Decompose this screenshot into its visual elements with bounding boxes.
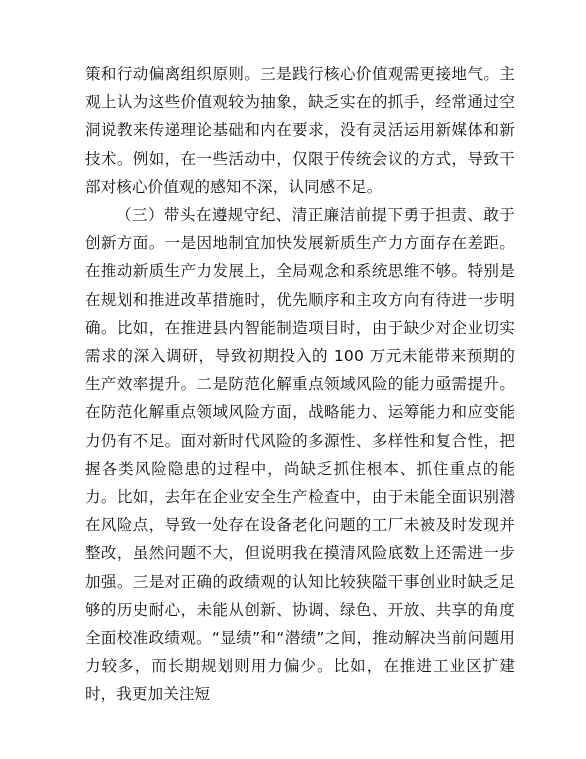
document-body	[85, 60, 515, 709]
paragraph-core-values: 策和行动偏离组织原则。三是践行核心价值观需更接地气。主观上认为这些价值观较为抽象，缺乏实在的抓手，经常通过空洞说教来传递理论基础和内在要求，没有灵活运用新媒体和新技术。例如，在一些活动中，仅限于传统会议的方式，导致干部对核心价值观的感知不深，认同感不足。	[85, 65, 515, 196]
paragraph-section-three: （三）带头在遵规守纪、清正廉洁前提下勇于担责、敢于创新方面。一是因地制宜加快发展新质生产力方面存在差距。在推动新质生产力发展上，全局观念和系统思维不够。特别是在规划和推进改革措施时，优先顺序和主攻方向有待进一步明确。比如，在推进县内智能制造项目时，由于缺少对企业切实需求的深入调研，导致初期投入的 100 万元未能带来预期的生产效率提升。二是防范化解重点领域风险的能力亟需提升。在防范化解重点领域风险方面，战略能力、运筹能力和应变能力仍有不足。面对新时代风险的多源性、多样性和复合性，把握各类风险隐患的过程中，尚缺乏抓住根本、抓住重点的能力。比如，去年在企业安全生产检查中，由于未能全面识别潜在风险点，导致一处存在设备老化问题的工厂未被及时发现并整改，虽然问题不大，但说明我在摸清风险底数上还需进一步加强。三是对正确的政绩观的认知比较狭隘干事创业时缺乏足够的历史耐心，未能从创新、协调、绿色、开放、共享的角度全面校准政绩观。“显绩”和“潜绩”之间，推动解决当前问题用力较多，而长期规划则用力偏少。比如，在推进工业区扩建时，我更加关注短	[85, 206, 515, 704]
